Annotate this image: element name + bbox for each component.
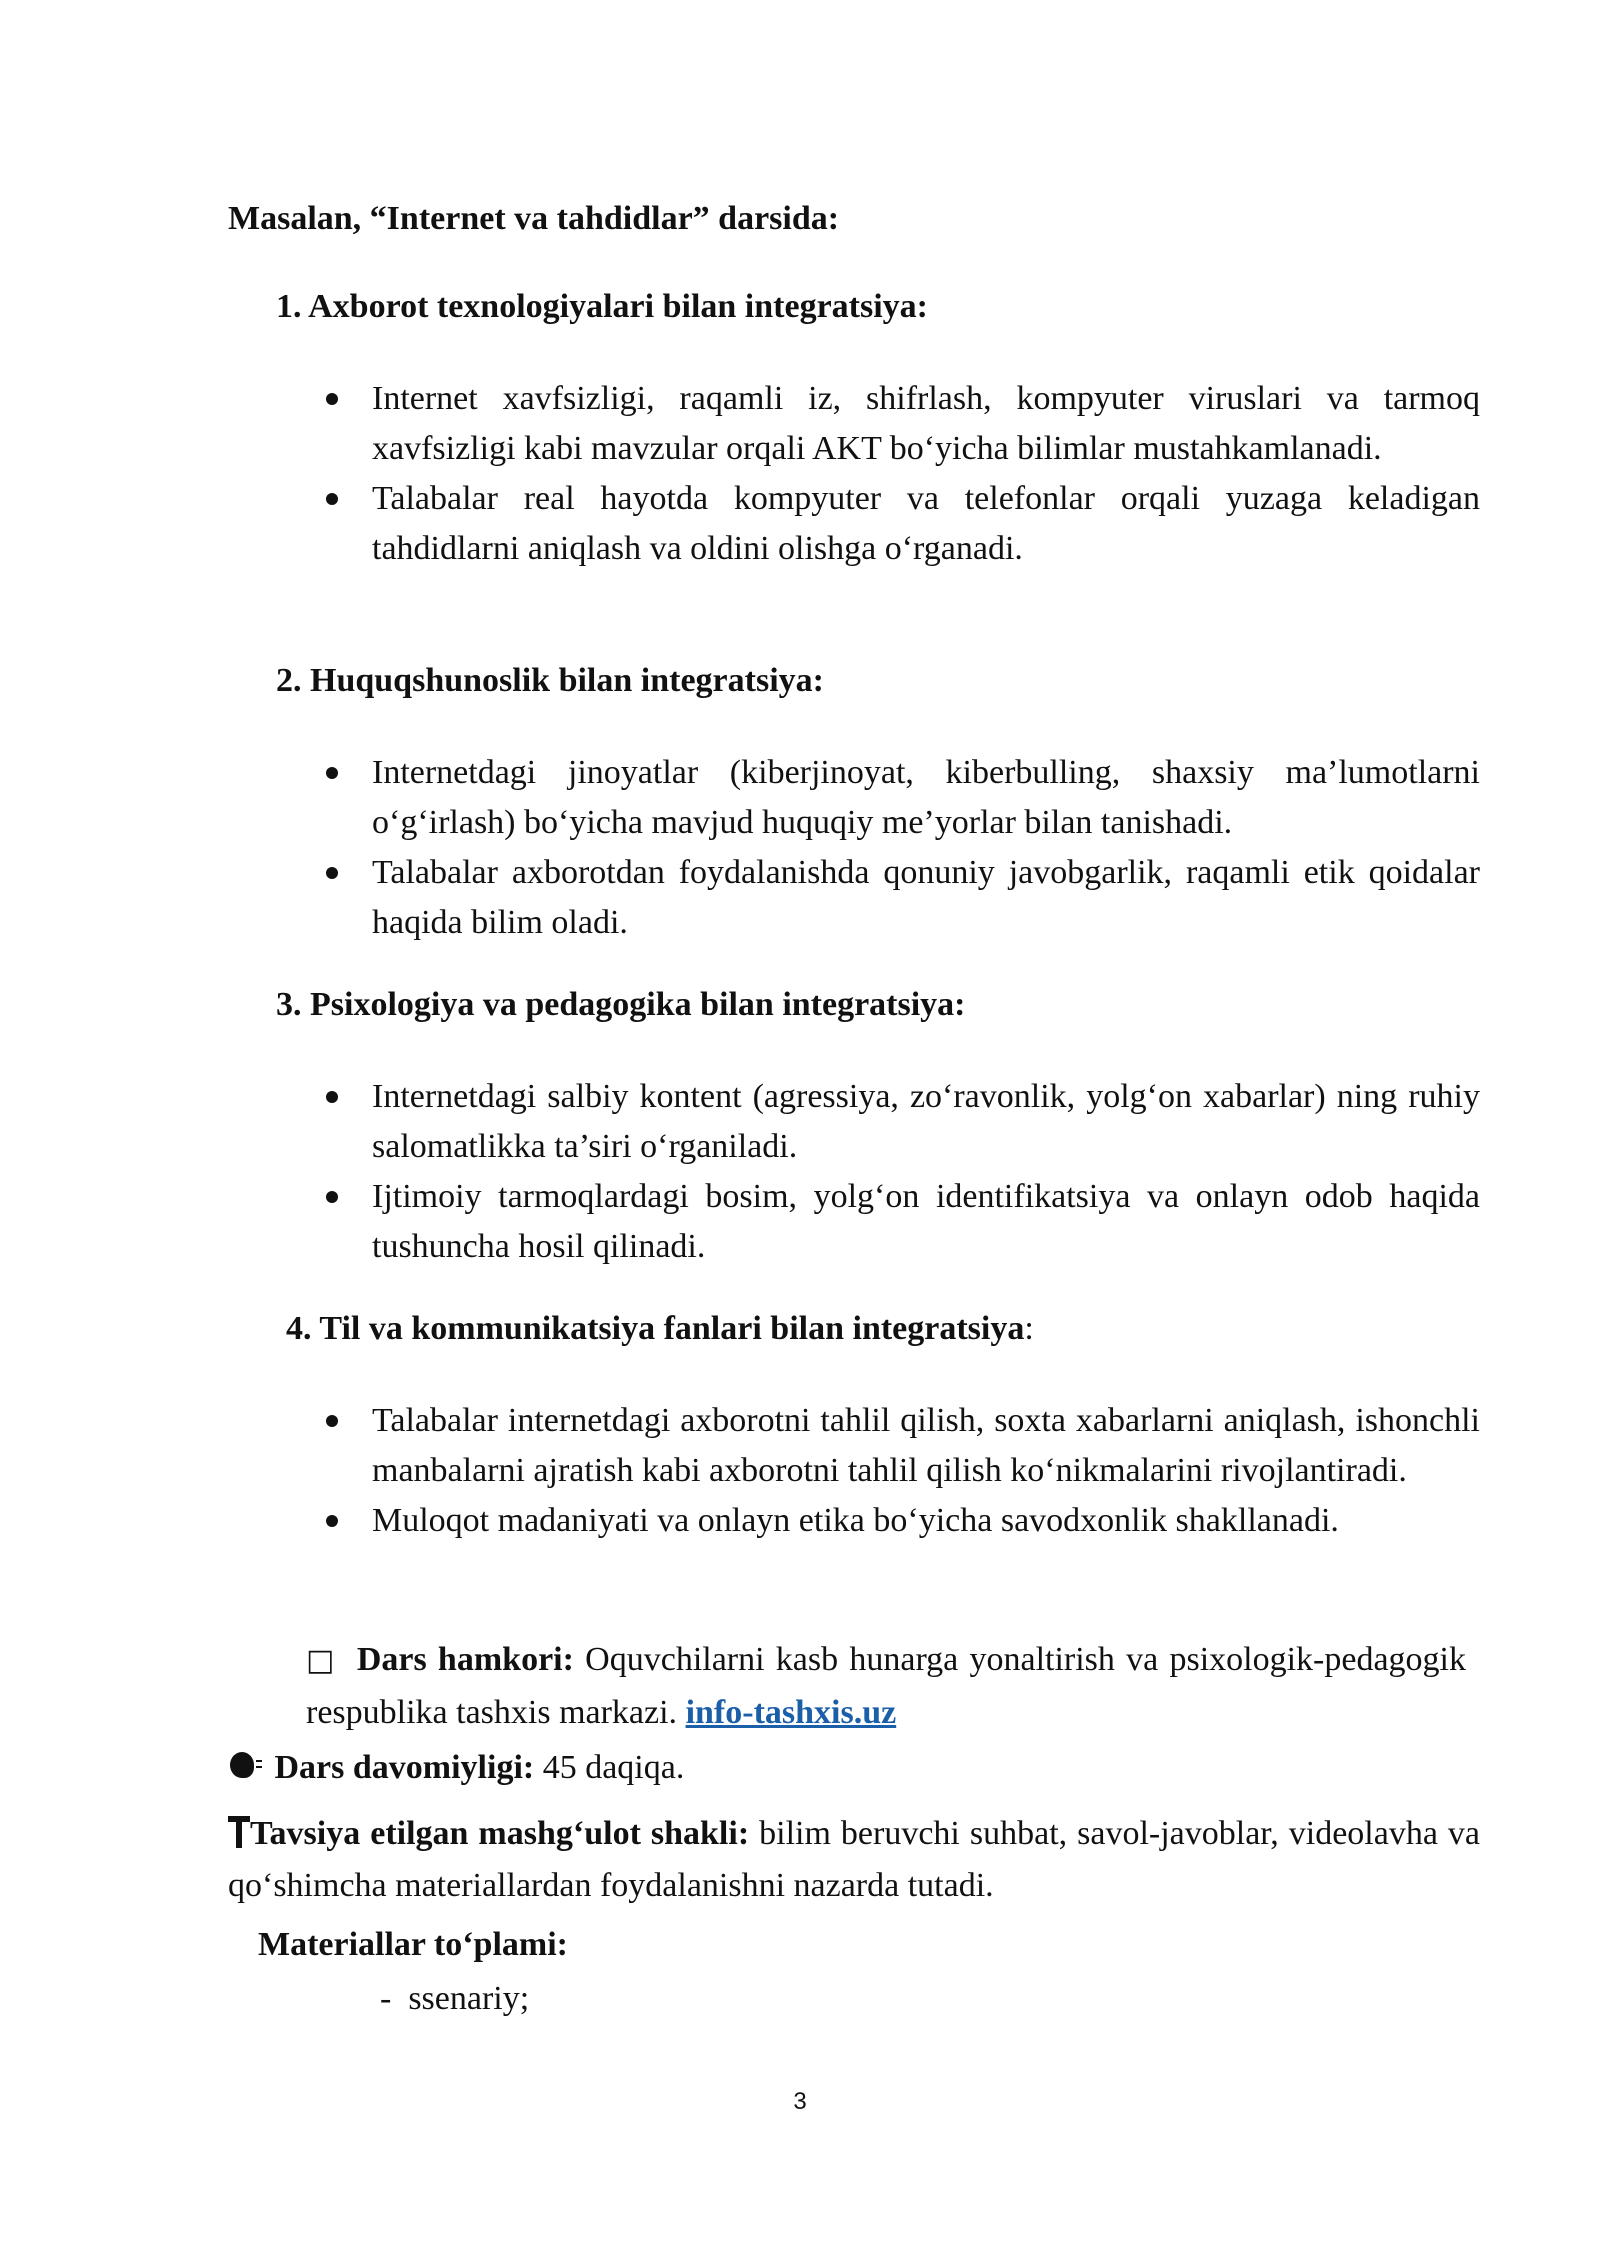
duration-paragraph <box>228 1742 1480 1794</box>
list-item: Internetdagi salbiy kontent (agressiya, zo‘ravonlik, yolg‘on xabarlar) ning ruhiy salomatlikka ta’siri o‘rganiladi. <box>320 1072 1480 1172</box>
list-item: - ssenariy; <box>380 1980 530 2017</box>
list-item: Internetdagi jinoyatlar (kiberjinoyat, kiberbulling, shaxsiy ma’lumotlarni o‘g‘irlash) bo‘yicha mavjud huquqiy me’yorlar bilan tanishadi. <box>320 748 1480 848</box>
section-2-heading: 2. Huquqshunoslik bilan integratsiya: <box>276 662 824 699</box>
partner-link[interactable]: info-tashxis.uz <box>685 1694 897 1731</box>
duration-label: Dars davomiyligi: <box>274 1749 535 1786</box>
section-3-heading: 3. Psixologiya va pedagogika bilan integratsiya: <box>276 986 966 1023</box>
materials-item: ssenariy; <box>408 1980 530 2017</box>
duration-value: 45 daqiqa. <box>542 1749 685 1786</box>
pushpin-icon <box>228 1816 250 1848</box>
partner-paragraph <box>306 1634 1466 1739</box>
partner-label: Dars hamkori: <box>356 1641 574 1678</box>
list-item: Ijtimoiy tarmoqlardagi bosim, yolg‘on identifikatsiya va onlayn odob haqida tushuncha hosil qilinadi. <box>320 1172 1480 1272</box>
materials-heading: Materiallar to‘plami: <box>258 1926 569 1963</box>
page-number: 3 <box>793 2088 807 2115</box>
section-2-list <box>320 748 1480 948</box>
list-item: Muloqot madaniyati va onlayn etika bo‘yicha savodxonlik shakllanadi. <box>320 1496 1480 1546</box>
intro-line: Masalan, “Internet va tahdidlar” darsida: <box>228 200 840 237</box>
format-label: Tavsiya etilgan mashg‘ulot shakli: <box>250 1815 750 1852</box>
speaking-head-icon <box>228 1750 266 1782</box>
format-text: bilim beruvchi suhbat, savol-javoblar, videolavha va qo‘shimcha materiallardan foydalanishni nazarda tutadi. <box>228 1815 1480 1904</box>
section-3-list <box>320 1072 1480 1272</box>
partner-text: Oquvchilarni kasb hunarga yonaltirish va psixologik-pedagogik respublika tashxis markazi. <box>306 1641 1466 1731</box>
section-4-heading <box>286 1310 1034 1348</box>
list-item: Internet xavfsizligi, raqamli iz, shifrlash, kompyuter viruslari va tarmoq xavfsizligi kabi mavzular orqali AKT bo‘yicha bilimlar mustahkamlanadi. <box>320 374 1480 474</box>
list-item: Talabalar internetdagi axborotni tahlil qilish, soxta xabarlarni aniqlash, ishonchli manbalarni ajratish kabi axborotni tahlil qilish ko‘nikmalarini rivojlantiradi. <box>320 1396 1480 1496</box>
section-4-list <box>320 1396 1480 1546</box>
section-1-list <box>320 374 1480 574</box>
format-paragraph <box>228 1808 1480 1912</box>
missing-glyph-icon: □ <box>306 1643 335 1678</box>
section-4-heading-text: 4. Til va kommunikatsiya fanlari bilan integratsiya <box>286 1310 1025 1347</box>
list-item: Talabalar axborotdan foydalanishda qonuniy javobgarlik, raqamli etik qoidalar haqida bilim oladi. <box>320 848 1480 948</box>
materials-list <box>380 1980 529 2018</box>
section-4-heading-colon: : <box>1024 1310 1034 1347</box>
section-1-heading: 1. Axborot texnologiyalari bilan integratsiya: <box>276 288 928 325</box>
list-item: Talabalar real hayotda kompyuter va telefonlar orqali yuzaga keladigan tahdidlarni aniqlash va oldini olishga o‘rganadi. <box>320 474 1480 574</box>
